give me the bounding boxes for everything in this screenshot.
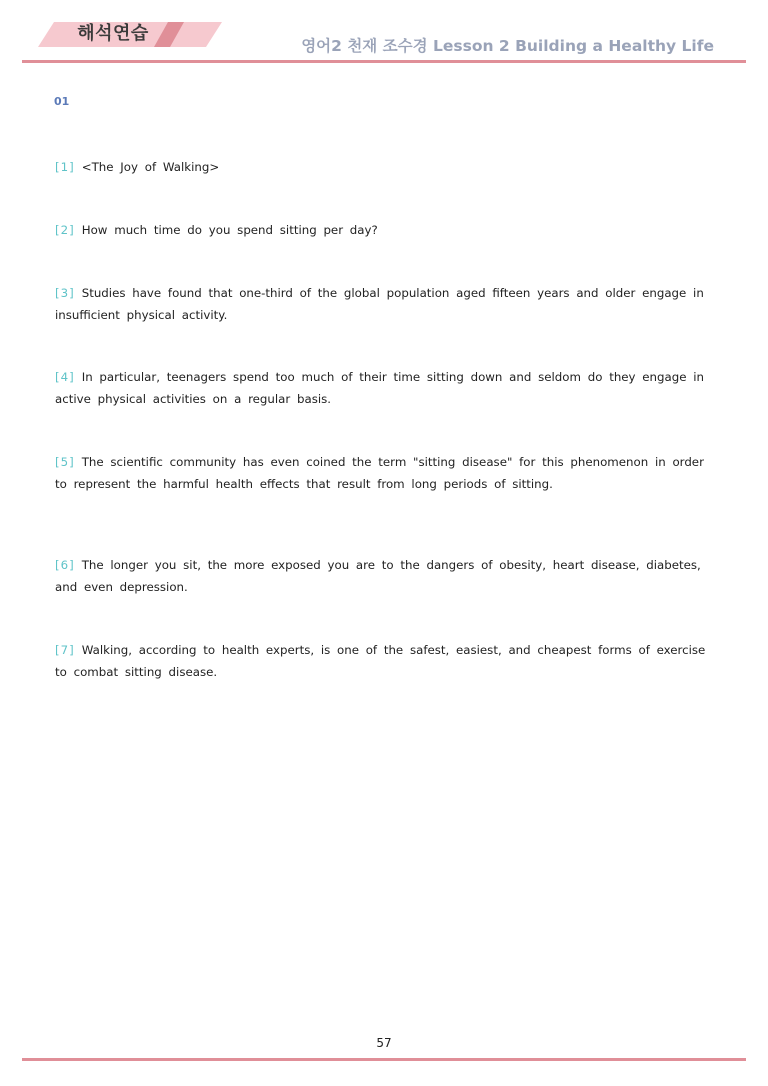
paragraph-number: [1] <box>55 160 75 174</box>
paragraph-number: [6] <box>55 558 75 572</box>
paragraph-text: The longer you sit, the more exposed you are to the dangers of obesity, heart disease, diabetes, and even depression. <box>55 558 701 594</box>
paragraph-text: <The Joy of Walking> <box>81 160 220 174</box>
paragraph-number: [2] <box>55 223 75 237</box>
header-tab-label: 해석연습 <box>77 23 149 44</box>
paragraph-6 <box>55 554 711 598</box>
paragraph-number: [7] <box>55 643 75 657</box>
paragraph-3 <box>55 282 711 326</box>
paragraph-text: In particular, teenagers spend too much of their time sitting down and seldom do they engage in active physical activities on a regular basis. <box>55 370 704 406</box>
paragraph-4 <box>55 366 711 410</box>
footer-divider <box>22 1058 746 1061</box>
paragraph-1 <box>55 156 711 178</box>
paragraph-number: [3] <box>55 286 75 300</box>
paragraph-2 <box>55 219 711 241</box>
paragraph-number: [5] <box>55 455 75 469</box>
paragraph-text: Walking, according to health experts, is one of the safest, easiest, and cheapest forms of exercise to combat sitting disease. <box>55 643 706 679</box>
paragraph-number: [4] <box>55 370 75 384</box>
page-number: 57 <box>376 1036 392 1050</box>
paragraph-text: The scientific community has even coined the term "sitting disease" for this phenomenon in order to represent the harmful health effects that result from long periods of sitting. <box>55 455 704 491</box>
paragraph-7 <box>55 639 711 683</box>
section-number: 01 <box>54 95 70 108</box>
paragraph-text: Studies have found that one-third of the global population aged fifteen years and older engage in insufficient physical activity. <box>55 286 704 322</box>
header-tab <box>38 20 223 48</box>
header-title: 영어2 천재 조수경 Lesson 2 Building a Healthy Life <box>301 37 714 55</box>
paragraph-text: How much time do you spend sitting per day? <box>81 223 378 237</box>
header-divider <box>22 60 746 63</box>
paragraph-5 <box>55 451 711 495</box>
